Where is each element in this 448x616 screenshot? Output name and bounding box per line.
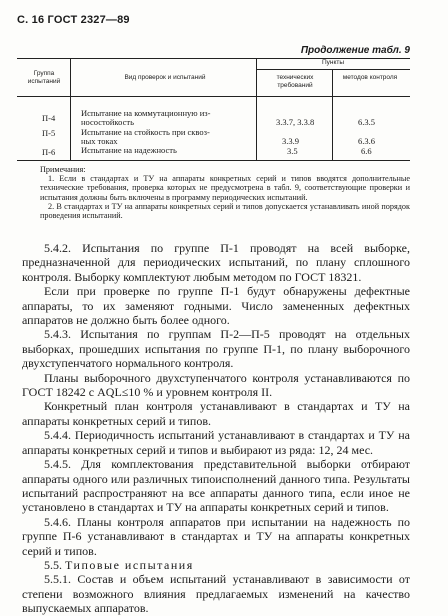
paragraph: Конкретный план контроля устанавливают в стандартах и ТУ на аппараты конкретных серий и типов.: [22, 399, 410, 428]
table-bottom-rule: [17, 160, 410, 161]
row-group: П-6: [42, 147, 56, 157]
section-title: Типовые испытания: [65, 557, 194, 572]
section-number: 5.5.: [44, 557, 62, 572]
row-kind-line1: Испытание на надежность: [81, 145, 177, 155]
row-kind-line2: ных токах: [81, 136, 118, 146]
row-method: 6.6: [361, 146, 372, 156]
paragraph: 5.4.4. Периодичность испытаний устанавливают в стандартах и ТУ на аппараты конкретных серий и типов и выбирают из ряда: 12, 24 мес.: [22, 428, 410, 457]
col-divider-1: [70, 58, 71, 160]
body-text: [22, 241, 410, 616]
row-requirement: 3.3.9: [282, 136, 299, 146]
col-divider-2: [256, 58, 257, 160]
col-divider-3: [332, 69, 333, 160]
note-1: 1. Если в стандартах и ТУ на аппараты конкретных серий и типов вводятся дополнительные технические требования, проверка которых не предусмотрена в табл. 9, соответствующие проверки и испытания должны быть включены в программу периодических испытаний.: [40, 174, 410, 202]
row-requirement: 3.3.7, 3.3.8: [276, 117, 315, 127]
row-kind-line1: Испытание на коммутационную из-: [81, 108, 211, 118]
paragraph: 5.5.1. Состав и объем испытаний устанавливают в зависимости от степени возможного влияния предлагаемых изменений на качество выпускаемых аппаратов.: [22, 572, 410, 616]
paragraph: 5.4.2. Испытания по группе П-1 проводят на всей выборке, предназначенной для периодических испытаний, по плану сплошного контроля. Выборку комплектуют любым методом по ГОСТ 18321.: [22, 241, 410, 284]
paragraph: 5.4.6. Планы контроля аппаратов при испытании на надежность по группе П-6 устанавливают в стандартах и ТУ на аппараты конкретных серий и типов.: [22, 514, 410, 558]
items-subheader-rule: [256, 69, 410, 70]
notes-title: Примечания:: [40, 165, 86, 174]
col-header-requirements: технических требований: [276, 74, 314, 89]
row-kind-line2: носостойкость: [81, 117, 134, 127]
paragraph: 5.4.5. Для комплектования представительной выборки отбирают аппараты одного или различных типоисполнений данного типа. Результаты испытаний распространяют на все аппараты данного типа, если иное не установлено в стандартах и ТУ на аппараты конкретных серий и типов.: [22, 457, 410, 515]
inspection-table: [17, 58, 410, 161]
note-2: 2. В стандартах и ТУ на аппараты конкретных серий и типов допускается устанавливать иной порядок проведения испытаний.: [40, 201, 410, 221]
row-method: 6.3.5: [358, 117, 375, 127]
row-group: П-5: [42, 128, 56, 138]
col-header-items: Пункты: [321, 59, 345, 66]
table-continuation-label: Продолжение табл. 9: [300, 45, 410, 56]
col-header-kind: Вид проверок и испытаний: [124, 74, 206, 81]
row-kind-line1: Испытание на стойкость при сквоз-: [81, 127, 210, 137]
col-header-group: Группа испытаний: [27, 70, 61, 85]
paragraph: Если при проверке по группе П-1 будут обнаружены дефектные аппараты, то их заменяют годными. Число замененных дефектных аппаратов не должно быть более одного.: [22, 284, 410, 328]
page-header: С. 16 ГОСТ 2327—89: [17, 14, 130, 26]
paragraph: 5.4.3. Испытания по группам П-2—П-5 проводят на отдельных выборках, прошедших испытания по группе П-1, по плану выборочного двухступенчатого нормального контроля.: [22, 327, 410, 371]
section-heading: [22, 558, 410, 572]
row-group: П-4: [42, 113, 56, 123]
paragraph: Планы выборочного двухступенчатого контроля устанавливаются по ГОСТ 18242 с AQL≤10 % и уровнем контроля II.: [22, 370, 410, 400]
table-notes: [40, 165, 410, 220]
row-requirement: 3.5: [287, 146, 298, 156]
col-header-methods: методов контроля: [342, 74, 398, 81]
table-header-rule: [17, 96, 410, 97]
row-method: 6.3.6: [358, 136, 375, 146]
